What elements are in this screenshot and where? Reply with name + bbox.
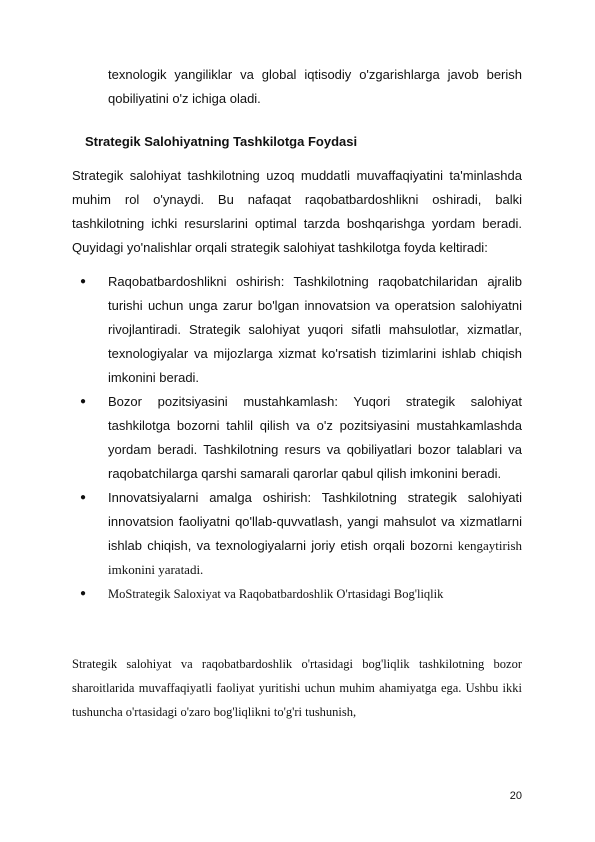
list-item-text-continuation: rni kengaytirish imkonini yaratadi. (108, 538, 522, 577)
list-item (80, 582, 522, 606)
body-paragraph-1: Strategik salohiyat tashkilotning uzoq muddatli muvaffaqiyatini ta'minlashda muhim rol o'ynaydi. Bu nafaqat raqobatbardoshlikni oshiradi, balki tashkilotning ichki resurslarini optimal tarzda boshqarishga yordam beradi. Quyidagi yo'nalishlar orqali strategik salohiyat tashkilotga foyda keltiradi: (72, 168, 522, 255)
section-heading: Strategik Salohiyatning Tashkilotga Foydasi (85, 134, 358, 149)
page-number: 20 (509, 790, 522, 802)
bullet-icon: ● (80, 276, 87, 287)
benefits-list (80, 270, 522, 606)
intro-paragraph: texnologik yangiliklar va global iqtisodiy o'zgarishlarga javob berish qobiliyatini o'z ichiga oladi. (108, 67, 522, 106)
bullet-icon: ● (80, 492, 87, 503)
bullet-icon: ● (80, 588, 87, 599)
list-item-text: Innovatsiyalarni amalga oshirish: Tashkilotning strategik salohiyati innovatsion faoliyatni qo'llab-quvvatlash, yangi mahsulot va xizmatlarni ishlab chiqish, va texnologiyalarni joriy etish orqali bozo (108, 490, 522, 553)
list-item (80, 390, 522, 486)
list-item (80, 270, 522, 390)
list-item (80, 486, 522, 582)
list-item-text: Raqobatbardoshlikni oshirish: Tashkilotning raqobatchilaridan ajralib turishi uchun unga zarur bo'lgan innovatsion va operatsion salohiyatni rivojlantiradi. Strategik salohiyat yuqori sifatli mahsulotlar, xizmatlar, texnologiyalar va mijozlarga xizmat ko'rsatish tizimlarini ishlab chiqish imkonini beradi. (108, 274, 522, 385)
bullet-icon: ● (80, 396, 87, 407)
list-item-text: Bozor pozitsiyasini mustahkamlash: Yuqori strategik salohiyat tashkilotga bozorni tahlil qilish va o'z pozitsiyasini mustahkamlashda yordam beradi. Tashkilotning resurs va qobiliyatlari bozor talablari va raqobatchilarga qarshi samarali qarorlar qabul qilish imkonini beradi. (108, 394, 522, 481)
list-item-text: MoStrategik Saloxiyat va Raqobatbardoshlik O'rtasidagi Bog'liqlik (108, 587, 444, 601)
body-paragraph-2: Strategik salohiyat va raqobatbardoshlik o'rtasidagi bog'liqlik tashkilotning bozor sharoitlarida muvaffaqiyatli faoliyat yuritishi uchun muhim ahamiyatga ega. Ushbu ikki tushuncha o'rtasidagi o'zaro bog'liqlikni to'g'ri tushunish, (72, 657, 522, 719)
